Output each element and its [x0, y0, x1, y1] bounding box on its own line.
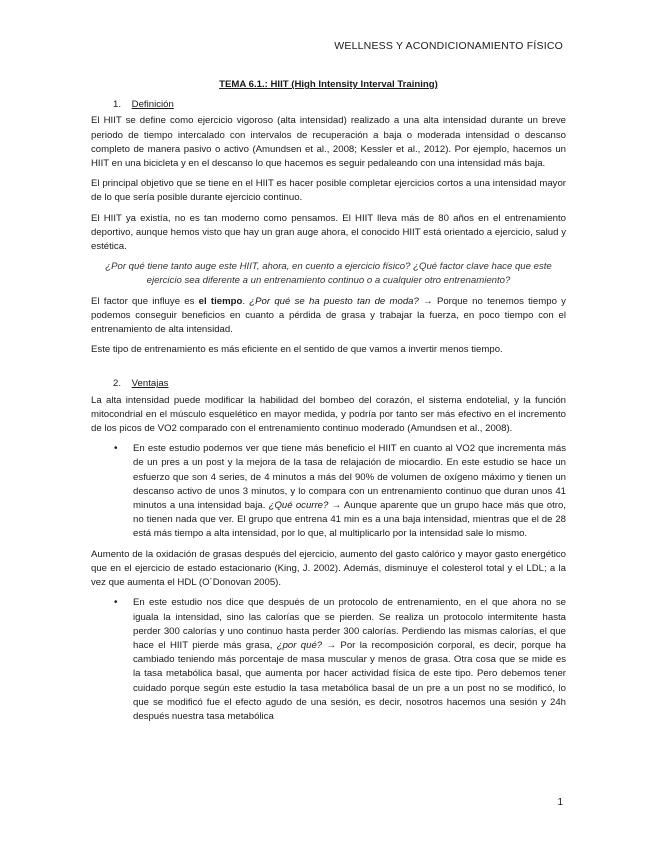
paragraph: Este tipo de entrenamiento es más eficiente en el sentido de que vamos a invertir menos tiempo. [91, 344, 503, 356]
section-number: 1. [113, 99, 122, 111]
paragraph: El HIIT se define como ejercicio vigoroso (alta intensidad) realizado a una alta intensidad durante un breve periodo de tiempo intercalado con intervalos de recuperación a baja o moderada intensidad o descanso completo de manera pasivo o activo (Amundsen et al., 2008; Kessler et al., 2012). Por ejemplo, hacemos un HIIT en una bicicleta y en el descanso lo que hacemos es seguir pedaleando con una intensidad más baja. [91, 115, 566, 170]
section-heading-definicion [113, 98, 566, 112]
italic-question: ¿Por qué se ha puesto tan de moda? [249, 295, 419, 307]
paragraph: El principal objetivo que se tiene en el HIIT es hacer posible completar ejercicios cortos a una intensidad mayor de lo que sería posible durante ejercicio continuo. [91, 178, 566, 204]
italic-question: ¿Qué ocurre? [268, 500, 329, 512]
paragraph [91, 295, 566, 338]
list-item [133, 442, 566, 541]
text-run: En este estudio nos dice que después de un protocolo de entrenamiento, en el que ahora no se iguala la intensidad, sino las calorías que se pierden. Se realiza un protocolo intermitente hasta perder 300 calorías y uno continuo hasta perder 300 calorías. Perdiendo las mismas calorías, el que hace el HIIT pierde más grasa, [133, 597, 566, 651]
bullet-list [91, 442, 566, 541]
text-run: → Aunque aparente que un grupo hace más que otro, no tienen nada que ver. El grupo que entrena 41 min es a una baja intensidad, mientras que el de 28 está más tiempo a alta intensidad, por lo que, al multiplicarlo por la intensidad sale lo mismo. [133, 500, 566, 540]
section-heading-ventajas [113, 377, 566, 391]
bold-text: el tiempo [198, 295, 243, 307]
italic-question: ¿por qué? [276, 639, 323, 651]
page-title: TEMA 6.1.: HIIT (High Intensity Interval Training) [219, 79, 438, 90]
text-run: → Porque no tenemos tiempo y podemos conseguir beneficios en cuanto a pérdida de grasa y trabajar la fuerza, en poco tiempo con el entrenamiento de alta intensidad. [91, 295, 566, 336]
page-content [91, 78, 566, 730]
section-label: Ventajas [131, 378, 169, 390]
paragraph: La alta intensidad puede modificar la habilidad del bombeo del corazón, el sistema endotelial, y la función mitocondrial en el músculo esquelético en mayor medida, y podría por tanto ser más efectivo en el incremento de los picos de VO2 comparado con el entrenamiento continuo moderado (Amundsen et al., 2008). [91, 394, 566, 435]
paragraph: El HIIT ya existía, no es tan moderno como pensamos. El HIIT lleva más de 80 años en el entrenamiento deportivo, aunque hemos visto que hay un gran auge ahora, el conocido HIIT está orientado a ejercicio, salud y estética. [91, 212, 566, 253]
text-run: → Por la recomposición corporal, es decir, porque ha cambiado teniendo más porcentaje de masa muscular y menos de grasa. Otra cosa que se mide es la tasa metabólica basal, que aumenta por hacer actividad física de este tipo. Pero debemos tener cuidado porque según este estudio la tasa metabólica basal de un pre a un post no se modificó, lo que se modificó fue el efecto agudo de una sesión, es decir, nosotros hacemos una sesión y 24h después nuestra tasa metabólica [133, 639, 567, 722]
question-paragraph: ¿Por qué tiene tanto auge este HIIT, ahora, en cuento a ejercicio físico? ¿Qué factor clave hace que este ejercicio sea diferente a un entrenamiento continuo o a cualquier otro entrenamiento? [105, 261, 552, 287]
list-item [133, 596, 566, 724]
text-run: En este estudio podemos ver que tiene más beneficio el HIIT en cuanto al VO2 que incrementa más de un pres a un post y la mejora de la tasa de relajación de miocardio. En este estudio se hace un esfuerzo que son 4 series, de 4 minutos a más del 90% de volumen de oxígeno máximo y tienen un descanso activo de unos 3 minutos, y lo compara con un entrenamiento continuo que duran unos 41 minutos a una intensidad baja. [133, 443, 566, 512]
paragraph: Aumento de la oxidación de grasas después del ejercicio, aumento del gasto calórico y mayor gasto energético que en el ejercicio de estado estacionario (King, J. 2002). Además, disminuye el colesterol total y el LDL; a la vez que aumenta el HDL (O´Donovan 2005). [91, 548, 566, 589]
spacer [91, 363, 566, 371]
section-number: 2. [113, 378, 122, 390]
text-run: . [242, 295, 250, 307]
text-run: El factor que influye es [91, 295, 199, 307]
page-number: 1 [557, 797, 563, 808]
section-label: Definición [131, 99, 174, 111]
running-header: WELLNESS Y ACONDICIONAMIENTO FÍSICO [334, 40, 563, 52]
bullet-list [91, 596, 566, 724]
